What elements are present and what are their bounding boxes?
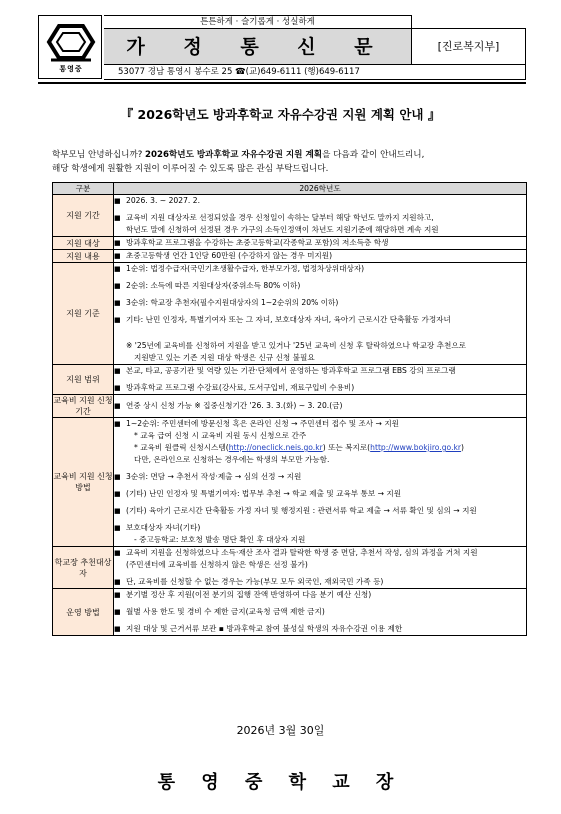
- list-item: ■ 월별 사용 한도 및 경비 수 제한 금지(교육청 금액 제한 금지): [114, 606, 526, 618]
- row-content-target: [114, 237, 527, 250]
- school-emblem-icon: [45, 22, 97, 62]
- header-rule: [38, 82, 526, 84]
- row-label-content: 지원 내용: [53, 250, 114, 263]
- row-content-apply-period: [114, 395, 527, 418]
- criteria-note-cont: 지원받고 있는 기존 지원 대상 학생은 신규 신청 불필요: [134, 353, 315, 362]
- table-row: [53, 195, 527, 237]
- intro-paragraph: [52, 148, 522, 176]
- list-item: ■ 본교, 타교, 공공기관 및 역량 있는 기관·단체에서 운영하는 방과후학교 프로그램 EBS 강의 프로그램: [114, 365, 526, 377]
- list-item: ■ 단, 교육비를 신청할 수 없는 경우는 가능(부모 모두 외국인, 재외국민 가족 등): [114, 576, 526, 588]
- bokjiro-prefix: ) 또는 복지로(: [322, 443, 371, 452]
- table-row: [53, 418, 527, 547]
- list-item: ■ 3순위: 학교장 추천자(필수지원대상자의 1~2순위의 20% 이하): [114, 297, 526, 309]
- document-title: 『 2026학년도 방과후학교 자유수강권 지원 계획 안내 』: [120, 107, 441, 122]
- bokjiro-link[interactable]: http://www.bokjiro.go.kr: [370, 443, 461, 452]
- list-item: ■ 1순위: 법정수급자(국민기초생활수급자, 한부모가정, 법정차상위대상자): [114, 263, 526, 275]
- row-content-content: [114, 250, 527, 263]
- list-item: ■ 3순위: 면담 → 추천서 작성·제출 → 심의 선정 → 지원: [114, 471, 526, 483]
- list-subitem: - 중고등학교: 보호청 발송 명단 확인 후 대상자 지원: [134, 535, 306, 544]
- school-address: 53077 경남 통영시 봉수로 25 ☎(교)649-6111 (행)649-6117: [104, 65, 526, 80]
- table-row: [53, 365, 527, 395]
- intro-emphasis: 2026학년도 방과후학교 자유수강권 지원 계획: [145, 150, 323, 160]
- list-item: ■ 초중고등학생 연간 1인당 60만원 (수강하지 않는 경우 미지원): [114, 250, 526, 262]
- list-item: ■ 연중 상시 신청 가능 ※ 집중신청기간 '26. 3. 3.(화) ~ 3. 20.(금): [114, 400, 526, 412]
- row-content-scope: [114, 365, 527, 395]
- list-item: ■ 기타: 난민 인정자, 특별기여자 또는 그 자녀, 보호대상자 자녀, 육아기 근로시간 단축활동 가정자녀: [114, 314, 526, 326]
- list-subitem: [114, 442, 526, 454]
- list-item-cont: 학년도 말에 신청하여 선정된 경우 가구의 소득인정액이 차년도 지원기준에 해당하면 계속 지원: [126, 225, 439, 234]
- list-subitem: * 교육 급여 신청 시 교육비 지원 동시 신청으로 간주: [134, 431, 307, 440]
- department-label: [진로복지부]: [412, 29, 526, 65]
- school-motto: 튼튼하게 · 슬기롭게 · 성실하게: [104, 15, 412, 29]
- principal-signature: 통 영 중 학 교 장: [157, 772, 404, 793]
- header-divider: [412, 15, 526, 29]
- list-item: ■ 교육비 지원 대상자로 선정되었을 경우 신청일이 속하는 달부터 해당 학년도 말까지 지원하고,: [114, 212, 526, 224]
- intro-greeting: 학부모님 안녕하십니까?: [52, 150, 146, 160]
- row-label-operation: 운영 방법: [53, 589, 114, 636]
- newsletter-title-box: [104, 29, 412, 65]
- criteria-note: ※ '25년에 교육비를 신청하여 지원을 받고 있거나 '25년 교육비 신청 후 탈락하였으나 학교장 추천으로: [126, 341, 466, 350]
- table-row: [53, 547, 527, 589]
- list-item: ■ 방과후학교 프로그램 수강료(강사료, 도서구입비, 재료구입비 수용비): [114, 382, 526, 394]
- list-item-cont: (주민센터에 교육비를 신청하지 않은 학생은 선정 불가): [126, 560, 308, 569]
- bokjiro-suffix: ): [461, 443, 464, 452]
- header-year: 2026학년도: [114, 183, 527, 195]
- row-label-target: 지원 대상: [53, 237, 114, 250]
- support-plan-table: [52, 182, 527, 636]
- table-row: [53, 589, 527, 636]
- row-label-apply-period: 교육비 지원 신청 기간: [53, 396, 113, 416]
- row-label-criteria: 지원 기준: [53, 263, 114, 365]
- document-date: 2026년 3월 30일: [236, 724, 325, 737]
- row-label-principal: 학교장 추천대상자: [53, 547, 114, 589]
- row-content-apply-method: [114, 418, 527, 547]
- list-item: ■ 지원 대상 및 근거서류 보관 ▪ 방과후학교 참여 불성실 학생의 자유수강권 이용 제한: [114, 623, 526, 635]
- newsletter-header: [38, 15, 526, 80]
- list-item: ■ (기타) 육아기 근로시간 단축활동 가정 자녀 및 행정지원 : 관련서류 학교 제출 → 서류 확인 및 심의 → 지원: [114, 505, 526, 517]
- row-content-period: [114, 195, 527, 237]
- list-item: ■ 방과후학교 프로그램을 수강하는 초중고등학교(각종학교 포함)의 저소득층 학생: [114, 237, 526, 249]
- table-row: [53, 395, 527, 418]
- table-row: [53, 250, 527, 263]
- school-logo: [38, 15, 102, 79]
- oneclick-prefix: * 교육비 원클릭 신청시스템(: [134, 443, 229, 452]
- list-item: ■ 2순위: 소득에 따른 지원대상자(중위소득 80% 이하): [114, 280, 526, 292]
- table-row: [53, 237, 527, 250]
- intro-line-1: [52, 148, 522, 162]
- row-content-criteria: [114, 263, 527, 365]
- row-label-apply-method: 교육비 지원 신청 방법: [53, 418, 114, 547]
- list-item: ■ (기타) 난민 인정자 및 특별기여자: 법무부 추천 → 학교 제출 및 교육부 통보 → 지원: [114, 488, 526, 500]
- logo-text: 통영중: [59, 65, 83, 73]
- row-content-operation: [114, 589, 527, 636]
- table-row: [53, 263, 527, 365]
- row-content-principal: [114, 547, 527, 589]
- list-item: ■ 보호대상자 자녀(기타): [114, 522, 526, 534]
- table-header-row: [53, 183, 527, 195]
- header-category: 구분: [53, 183, 114, 195]
- intro-line-2: 해당 학생에게 원활한 지원이 이루어질 수 있도록 많은 관심 부탁드립니다.: [52, 164, 329, 174]
- intro-line-1-end: 을 다음과 같이 안내드리니,: [322, 150, 425, 160]
- row-label-scope: 지원 범위: [53, 365, 114, 395]
- newsletter-title: 가 정 통 신 문: [126, 36, 389, 58]
- list-item: ■ 교육비 지원을 신청하였으나 소득·재산 조사 결과 탈락한 학생 중 면담, 추천서 작성, 심의 과정을 거쳐 지원: [114, 547, 526, 559]
- oneclick-link[interactable]: http://oneclick.neis.go.kr: [228, 443, 323, 452]
- list-item: ■ 1~2순위: 주민센터에 방문신청 혹은 온라인 신청 → 주민센터 접수 및 조사 → 지원: [114, 418, 526, 430]
- list-item: ■ 2026. 3. ~ 2027. 2.: [114, 195, 526, 207]
- list-item: ■ 분기별 정산 후 지원(이전 분기의 집행 잔액 반영하여 다음 분기 예산 신청): [114, 589, 526, 601]
- row-label-period: 지원 기간: [53, 195, 114, 237]
- list-subitem: 다만, 온라인으로 신청하는 경우에는 학생의 부모만 가능함.: [134, 455, 330, 464]
